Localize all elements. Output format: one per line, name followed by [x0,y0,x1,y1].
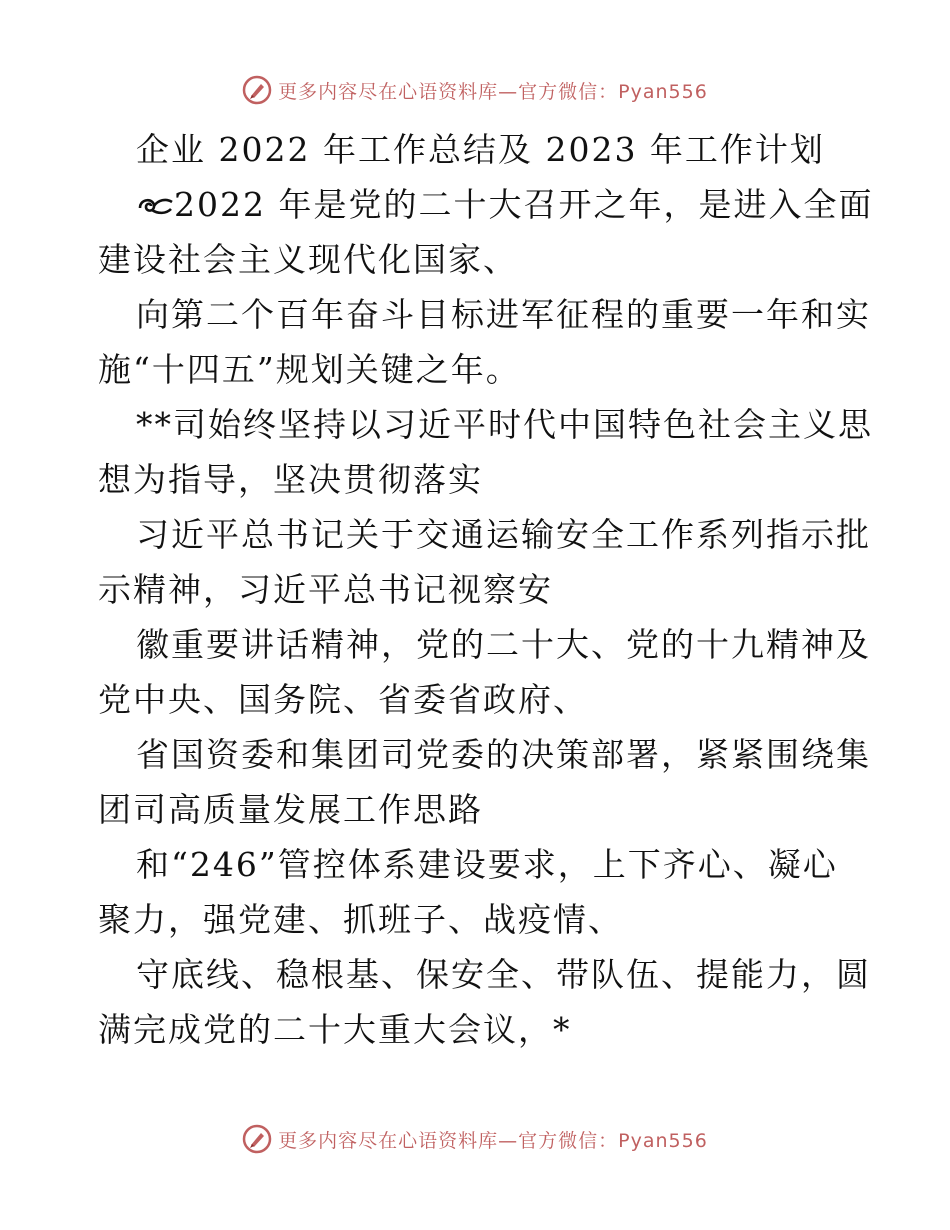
line-text: 2022 年是党的二十大召开之年，是进入全面 [174,185,874,224]
header-watermark [0,70,950,110]
paragraph-line [98,177,874,232]
paragraph-line: 省国资委和集团司党委的决策部署，紧紧围绕集 [136,735,871,774]
paragraph-line: 示精神，习近平总书记视察安 [98,570,553,609]
paragraph-line: 和“246”管控体系建设要求，上下齐心、凝心 [136,845,838,884]
paragraph-line: 想为指导，坚决贯彻落实 [98,460,483,499]
paragraph-line: 团司高质量发展工作思路 [98,790,483,829]
paragraph-line: 聚力，强党建、抓班子、战疫情、 [98,900,623,939]
paragraph-line: **司始终坚持以习近平时代中国特色社会主义思 [136,405,873,444]
document-body [98,122,874,1057]
pen-logo-icon [242,75,272,105]
swirl-ornament-icon [136,190,174,220]
watermark-text: 更多内容尽在心语资料库—官方微信：Pyan556 [278,80,708,103]
pen-logo-icon [242,1124,272,1154]
paragraph-line: 党中央、国务院、省委省政府、 [98,680,588,719]
paragraph-line: 建设社会主义现代化国家、 [98,240,518,279]
watermark-text: 更多内容尽在心语资料库—官方微信：Pyan556 [278,1129,708,1152]
paragraph-line: 满完成党的二十大重大会议，* [98,1010,572,1049]
footer-watermark [0,1119,950,1159]
paragraph-line: 守底线、稳根基、保安全、带队伍、提能力，圆 [136,955,871,994]
document-title: 企业 2022 年工作总结及 2023 年工作计划 [136,130,825,169]
paragraph-line: 向第二个百年奋斗目标进军征程的重要一年和实 [136,295,871,334]
paragraph-line: 习近平总书记关于交通运输安全工作系列指示批 [136,515,871,554]
paragraph-line: 徽重要讲话精神，党的二十大、党的十九精神及 [136,625,871,664]
paragraph-line: 施“十四五”规划关键之年。 [98,350,521,389]
